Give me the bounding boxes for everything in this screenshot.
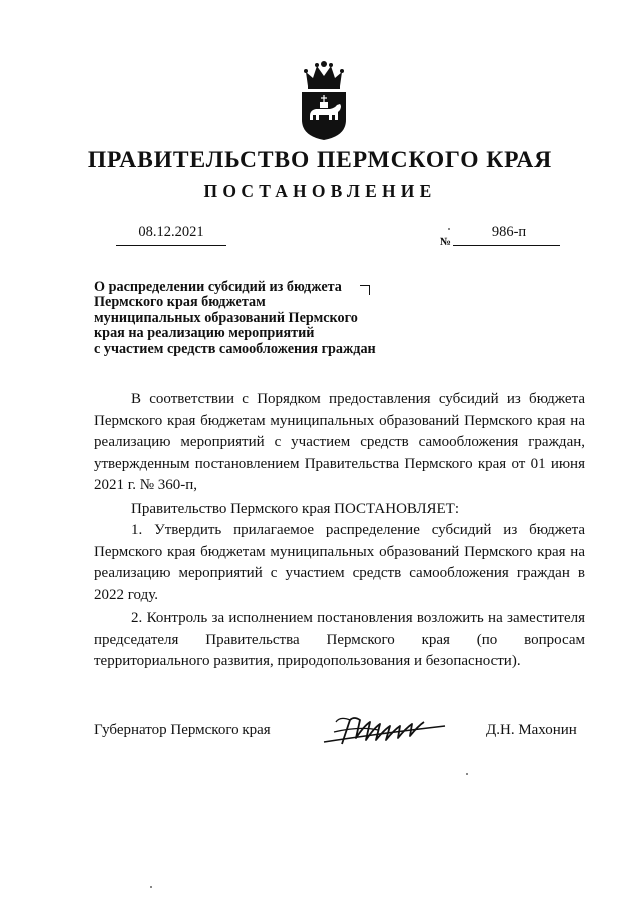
- body-paragraph: Правительство Пермского края ПОСТАНОВЛЯЕТ:: [131, 500, 460, 517]
- date-underline: [116, 245, 226, 246]
- government-title: ПРАВИТЕЛЬСТВО ПЕРМСКОГО КРАЯ: [87, 147, 553, 173]
- subject-line: муниципальных образований Пермского: [94, 309, 358, 326]
- number-sign: №: [440, 236, 452, 248]
- subject-line: Пермского края бюджетам: [94, 294, 266, 311]
- subject-line: края на реализацию мероприятий: [94, 325, 315, 342]
- subject-line: О распределении субсидий из бюджета: [94, 279, 342, 295]
- subject-line: с участием средств самообложения граждан: [94, 340, 376, 357]
- scan-speck: [150, 886, 152, 888]
- document-type: ПОСТАНОВЛЕНИЕ: [203, 181, 437, 201]
- body-paragraph: 1. Утвердить прилагаемое распределение субсидий из бюджета Пермского края бюджетам муниципальных образований Пермского края на реализацию мероприятий с участием средств самообложения граждан в 2022 году.: [94, 522, 585, 603]
- scan-speck: [448, 228, 450, 230]
- document-body: [94, 389, 585, 673]
- signer-title: Губернатор Пермского края: [94, 722, 271, 738]
- subject-corner-mark: [360, 285, 370, 295]
- document-number: 986-п: [491, 224, 527, 240]
- body-paragraph: В соответствии с Порядком предоставления субсидий из бюджета Пермского края бюджетам муниципальных образований Пермского края на реализацию мероприятий с участием средств самообложения граждан, утвержденным постановлением Правительства Пермского края от 01 июня 2021 г. № 360-п,: [94, 391, 585, 493]
- scan-speck: [466, 773, 468, 775]
- document-date: 08.12.2021: [138, 224, 204, 240]
- handwritten-signature-icon: [320, 712, 450, 748]
- signer-name: Д.Н. Махонин: [486, 722, 577, 738]
- coat-of-arms-icon: [298, 58, 350, 142]
- body-paragraph: 2. Контроль за исполнением постановления возложить на заместителя председателя Правительства Пермского края (по вопросам территориального развития, природопользования и безопасности).: [94, 610, 585, 669]
- number-underline: [453, 245, 560, 246]
